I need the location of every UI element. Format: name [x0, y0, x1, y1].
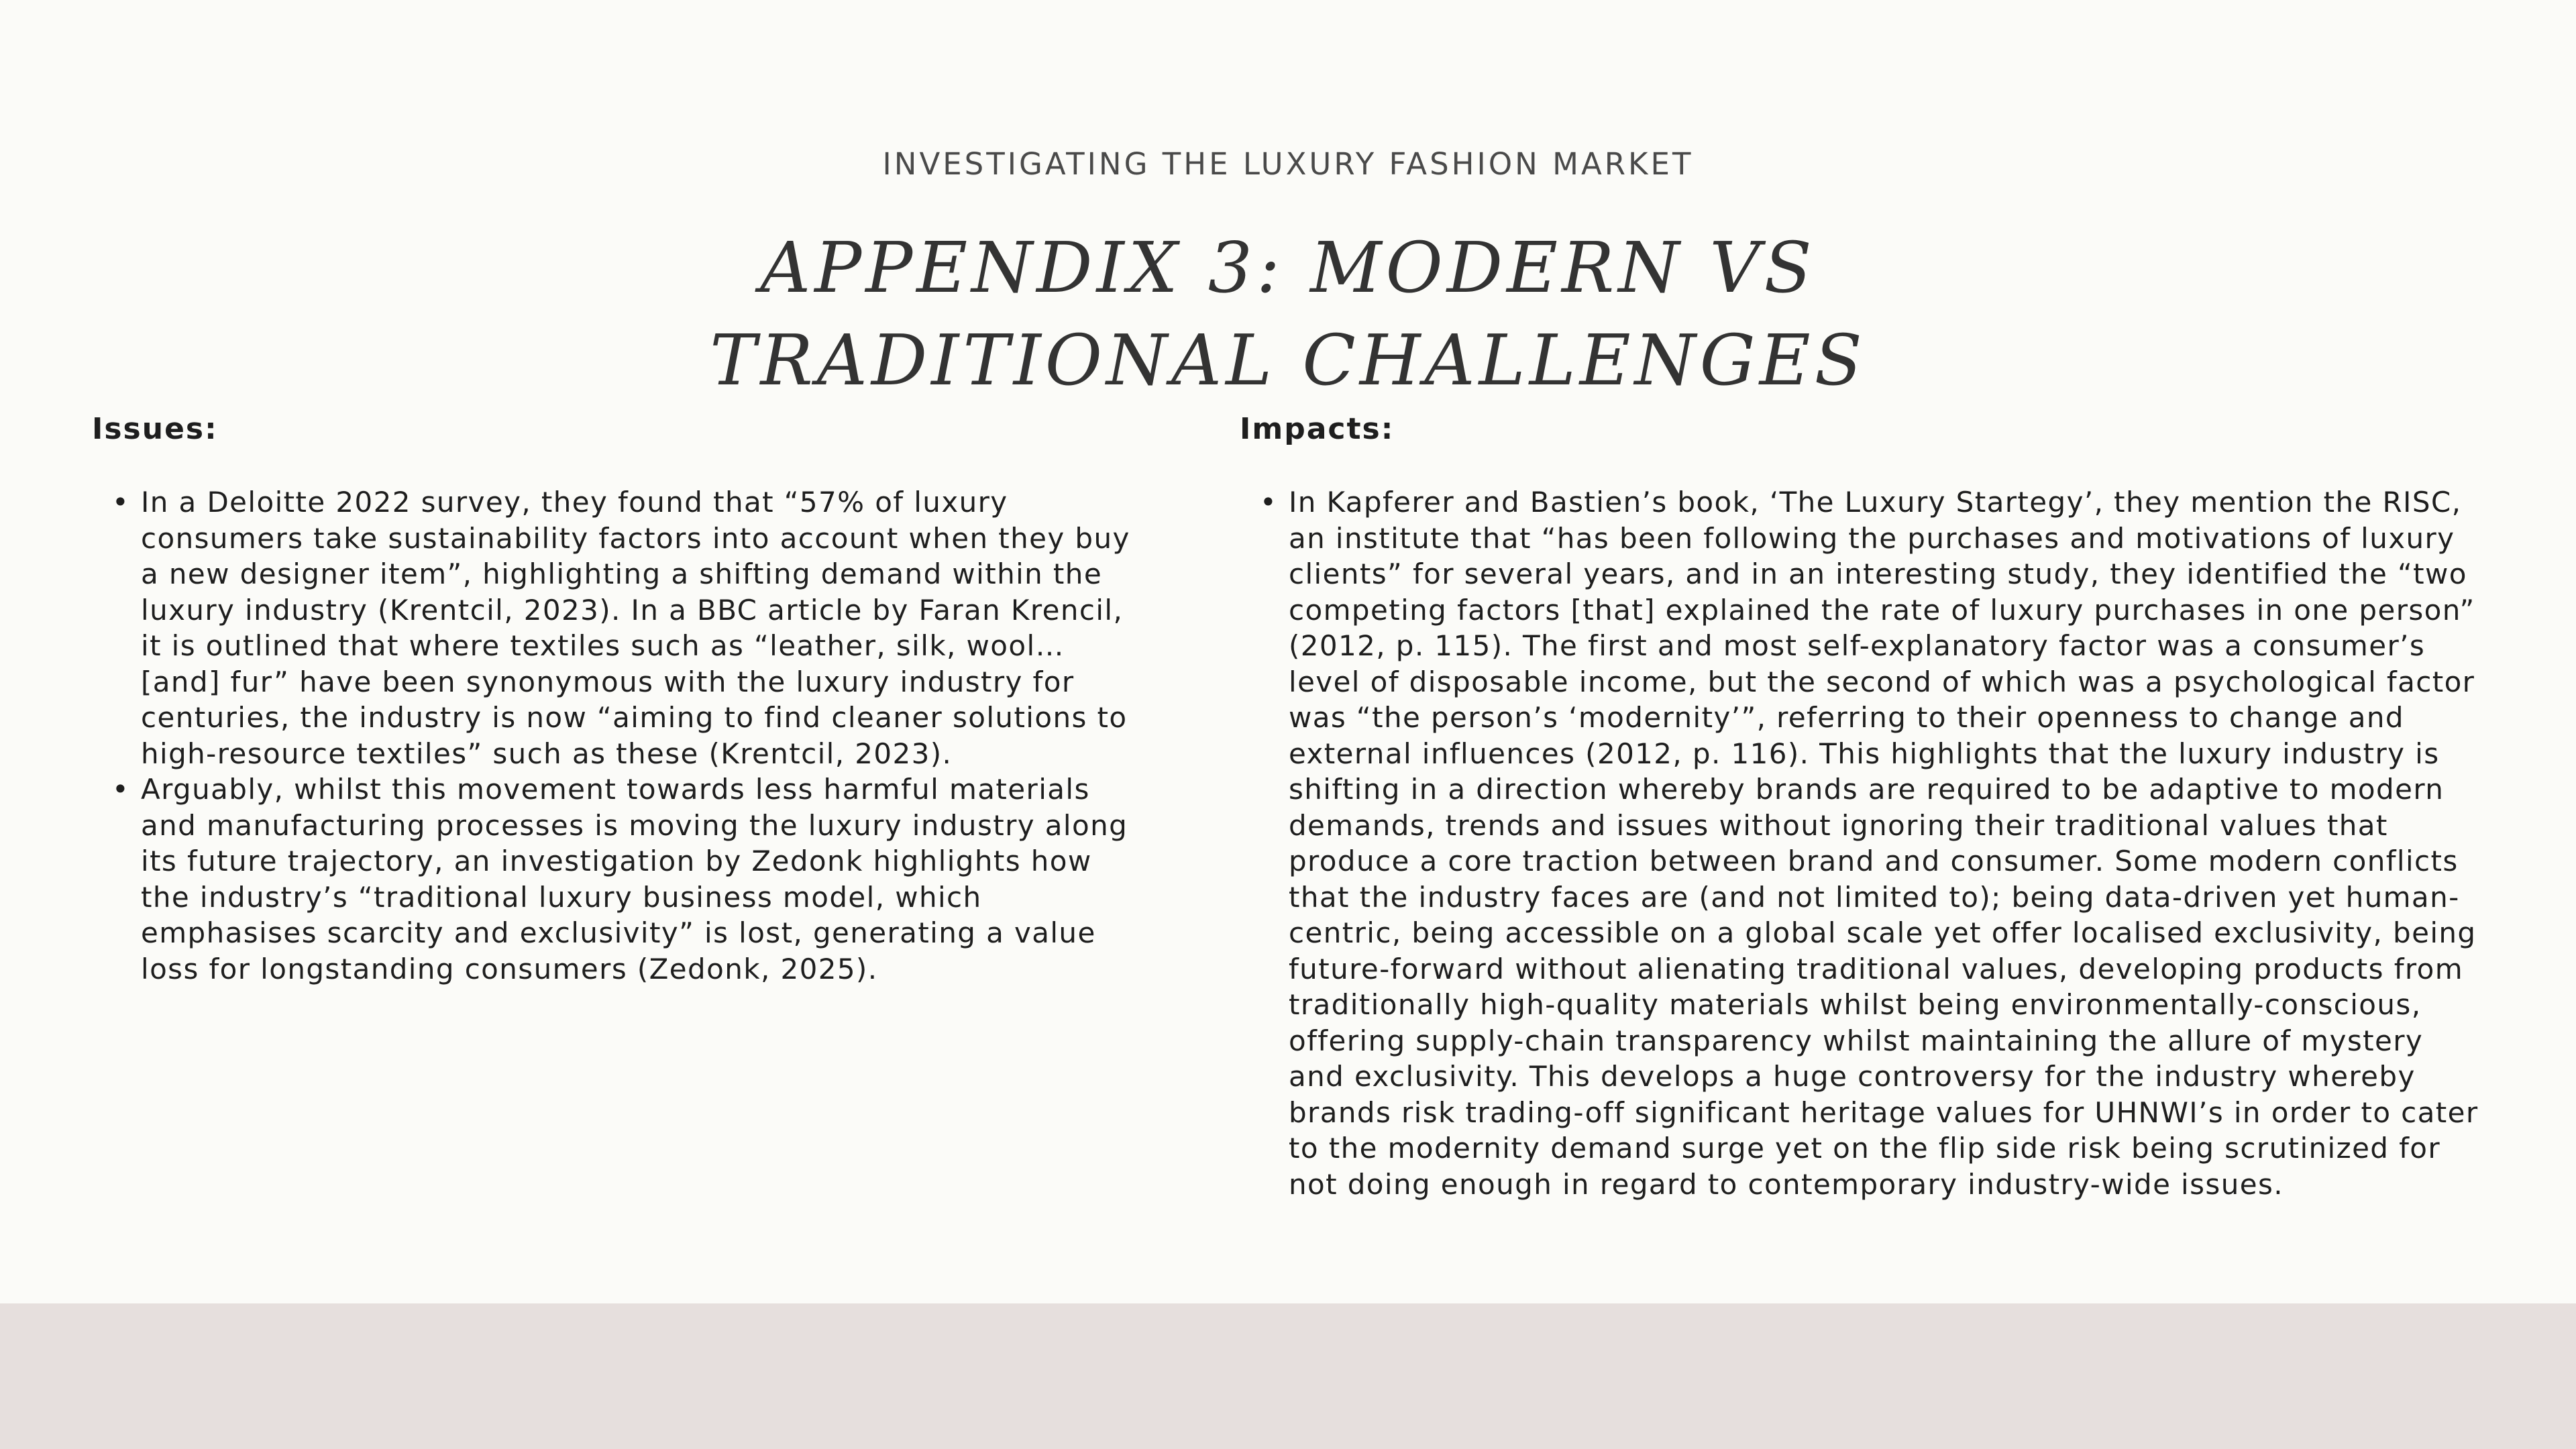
impacts-heading: Impacts:: [1240, 412, 1395, 446]
issues-heading: Issues:: [92, 412, 218, 446]
footer-band: [0, 1303, 2576, 1449]
issues-column: [92, 409, 1138, 987]
issues-list: [92, 484, 1138, 987]
issue-text: Arguably, whilst this movement towards less harmful materials and manufacturing processes is moving the luxury industry along its future trajectory, an investigation by Zedonk highlights how the industry’s “traditional luxury business model, which emphasises scarcity and exclusivity” is lost, generating a value loss for longstanding consumers (Zedonk, 2025).: [141, 773, 1128, 985]
impact-text: In Kapferer and Bastien’s book, ‘The Luxury Startegy’, they mention the RISC, an institute that “has been following the purchases and motivations of luxury clients” for several years, and in an interesting study, they identified the “two competing factors [that] explained the rate of luxury purchases in one person” (2012, p. 115). The first and most self-explanatory factor was a consumer’s level of disposable income, but the second of which was a psychological factor was “the person’s ‘modernity’”, referring to their openness to change and external influences (2012, p. 116). This highlights that the luxury industry is shifting in a direction whereby brands are required to be adaptive to modern demands, trends and issues without ignoring their traditional values that produce a core traction between brand and consumer. Some modern conflicts that the industry faces are (and not limited to); being data-driven yet human-centric, being accessible on a global scale yet offer localised exclusivity, being future-forward without alienating traditional values, developing products from traditionally high-quality materials whilst being environmentally-conscious, offering supply-chain transparency whilst maintaining the allure of mystery and exclusivity. This develops a huge controversy for the industry whereby brands risk trading-off significant heritage values for UHNWI’s in order to cater to the modernity demand surge yet on the flip side risk being scrutinized for not doing enough in regard to contemporary industry-wide issues.: [1289, 486, 2479, 1201]
issue-text: In a Deloitte 2022 survey, they found that “57% of luxury consumers take sustainability factors into account when they buy a new designer item”, highlighting a shifting demand within the luxury industry (Krentcil, 2023). In a BBC article by Faran Krencil, it is outlined that where textiles such as “leather, silk, wool… [and] fur” have been synonymous with the luxury industry for centuries, the industry is now “aiming to find cleaner solutions to high-resource textiles” such as these (Krentcil, 2023).: [141, 486, 1130, 770]
impacts-list: [1240, 484, 2487, 1202]
bullet-icon: •: [112, 486, 130, 519]
slide-title: APPENDIX 3: MODERN VS TRADITIONAL CHALLENGES: [710, 227, 1866, 401]
bullet-icon: •: [112, 773, 130, 806]
issue-item: [92, 484, 1138, 771]
issue-item: [92, 771, 1138, 987]
impacts-column: [1240, 409, 2487, 1202]
bullet-icon: •: [1260, 486, 1278, 519]
presentation-subtitle: INVESTIGATING THE LUXURY FASHION MARKET: [882, 146, 1694, 182]
impact-item: [1240, 484, 2487, 1202]
